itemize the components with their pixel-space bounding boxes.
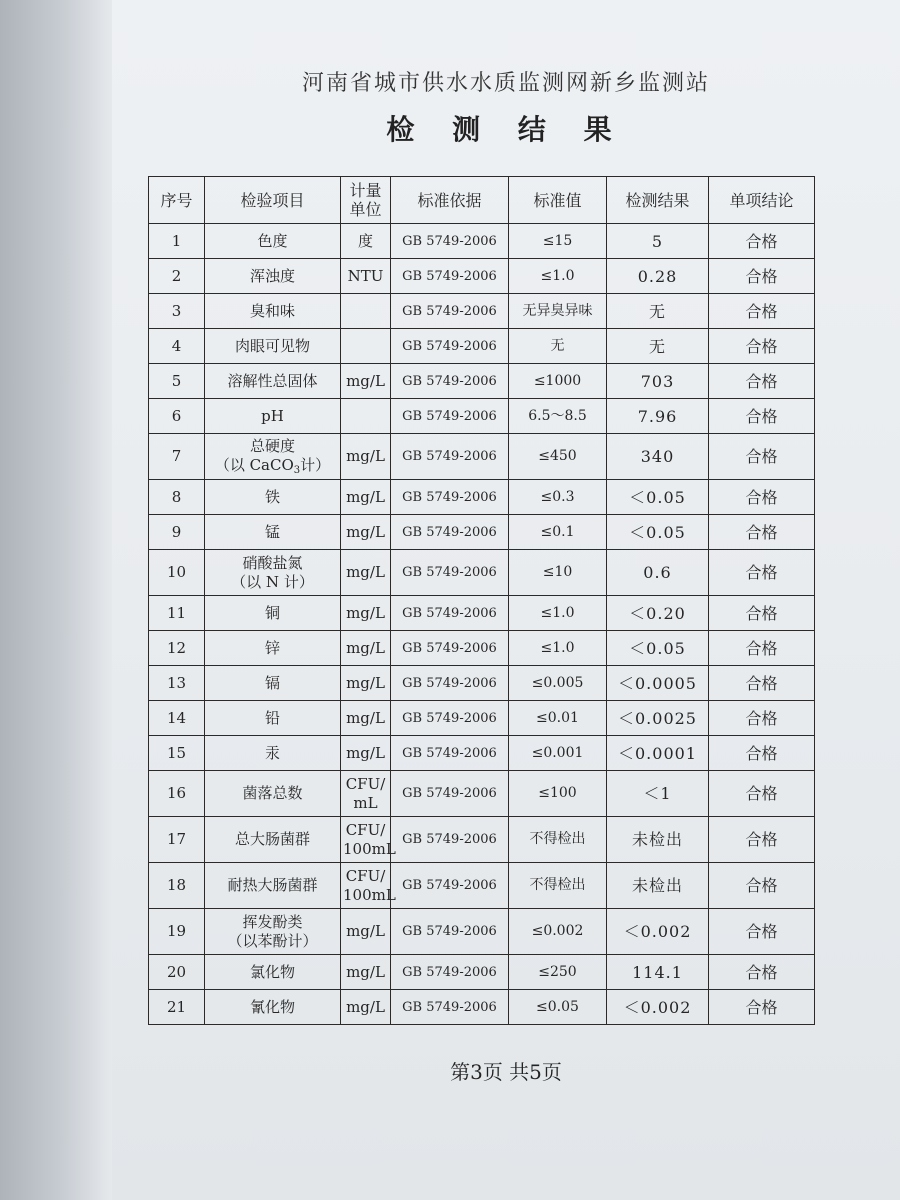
cell-limit: 不得检出 [509, 863, 607, 909]
cell-conclusion: 合格 [709, 631, 815, 666]
cell-item-note-pre: （以 CaCO [214, 455, 294, 474]
cell-item: 肉眼可见物 [205, 329, 341, 364]
cell-unit [341, 771, 391, 817]
column-header-result: 检测结果 [607, 177, 709, 224]
cell-basis: GB 5749-2006 [391, 666, 509, 701]
cell-no: 20 [149, 955, 205, 990]
cell-basis: GB 5749-2006 [391, 771, 509, 817]
cell-limit: ≤0.1 [509, 515, 607, 550]
cell-unit: mg/L [341, 515, 391, 550]
cell-basis: GB 5749-2006 [391, 817, 509, 863]
column-header-unit: 计量单位 [341, 177, 391, 224]
table-row [149, 596, 815, 631]
cell-limit: ≤1.0 [509, 259, 607, 294]
cell-item: 锰 [205, 515, 341, 550]
cell-item: 氯化物 [205, 955, 341, 990]
cell-item-note: （以苯酚计） [227, 931, 318, 950]
cell-result: ＜0.002 [607, 990, 709, 1025]
cell-basis: GB 5749-2006 [391, 596, 509, 631]
cell-conclusion: 合格 [709, 909, 815, 955]
cell-basis: GB 5749-2006 [391, 863, 509, 909]
table-row [149, 955, 815, 990]
cell-unit-line2: mL [353, 793, 378, 812]
cell-limit: ≤15 [509, 224, 607, 259]
cell-conclusion: 合格 [709, 434, 815, 480]
cell-item: pH [205, 399, 341, 434]
cell-unit: mg/L [341, 736, 391, 771]
cell-item-note-post: 计） [300, 455, 331, 474]
cell-item: 镉 [205, 666, 341, 701]
cell-result: 0.6 [607, 550, 709, 596]
table-row [149, 817, 815, 863]
cell-conclusion: 合格 [709, 259, 815, 294]
cell-unit [341, 329, 391, 364]
cell-conclusion: 合格 [709, 990, 815, 1025]
cell-unit: NTU [341, 259, 391, 294]
table-row [149, 515, 815, 550]
cell-unit: mg/L [341, 990, 391, 1025]
cell-basis: GB 5749-2006 [391, 224, 509, 259]
cell-item: 色度 [205, 224, 341, 259]
cell-basis: GB 5749-2006 [391, 550, 509, 596]
cell-item-note: （以 N 计） [231, 572, 314, 591]
cell-no: 7 [149, 434, 205, 480]
cell-unit: mg/L [341, 364, 391, 399]
cell-unit-line1: CFU/ [345, 820, 386, 839]
cell-conclusion: 合格 [709, 329, 815, 364]
cell-basis: GB 5749-2006 [391, 909, 509, 955]
cell-unit [341, 817, 396, 863]
table-row [149, 399, 815, 434]
cell-no: 8 [149, 480, 205, 515]
cell-item-name: 硝酸盐氮 [242, 553, 303, 572]
table-row [149, 294, 815, 329]
column-header-item: 检验项目 [205, 177, 341, 224]
table-header-row [149, 177, 815, 224]
cell-item-name: 挥发酚类 [242, 912, 303, 931]
cell-conclusion: 合格 [709, 817, 815, 863]
cell-basis: GB 5749-2006 [391, 364, 509, 399]
cell-no: 2 [149, 259, 205, 294]
cell-limit: ≤1.0 [509, 631, 607, 666]
table-row [149, 909, 815, 955]
cell-basis: GB 5749-2006 [391, 434, 509, 480]
table-row [149, 329, 815, 364]
cell-limit: ≤250 [509, 955, 607, 990]
table-row [149, 990, 815, 1025]
cell-no: 3 [149, 294, 205, 329]
cell-basis: GB 5749-2006 [391, 259, 509, 294]
results-table-body [149, 224, 815, 1025]
cell-result: 未检出 [607, 863, 709, 909]
cell-unit: mg/L [341, 596, 391, 631]
cell-item-name: 总硬度 [249, 436, 295, 455]
cell-limit: ≤1000 [509, 364, 607, 399]
cell-basis: GB 5749-2006 [391, 955, 509, 990]
cell-item [205, 434, 341, 480]
cell-result: ＜0.0025 [607, 701, 709, 736]
cell-conclusion: 合格 [709, 550, 815, 596]
cell-no: 10 [149, 550, 205, 596]
cell-basis: GB 5749-2006 [391, 294, 509, 329]
cell-no: 17 [149, 817, 205, 863]
cell-unit: mg/L [341, 434, 391, 480]
cell-result: ＜0.05 [607, 515, 709, 550]
cell-unit: mg/L [341, 480, 391, 515]
table-row [149, 224, 815, 259]
cell-basis: GB 5749-2006 [391, 515, 509, 550]
table-row [149, 550, 815, 596]
cell-unit [341, 863, 396, 909]
cell-conclusion: 合格 [709, 399, 815, 434]
cell-result: ＜0.0005 [607, 666, 709, 701]
cell-item: 铅 [205, 701, 341, 736]
cell-no: 14 [149, 701, 205, 736]
cell-conclusion: 合格 [709, 666, 815, 701]
column-header-conclusion: 单项结论 [709, 177, 815, 224]
cell-no: 5 [149, 364, 205, 399]
cell-limit: 无异臭异味 [509, 294, 607, 329]
cell-item: 汞 [205, 736, 341, 771]
cell-result: 703 [607, 364, 709, 399]
cell-conclusion: 合格 [709, 771, 815, 817]
cell-item: 铜 [205, 596, 341, 631]
cell-item: 浑浊度 [205, 259, 341, 294]
cell-no: 15 [149, 736, 205, 771]
column-header-limit: 标准值 [509, 177, 607, 224]
cell-result: 无 [607, 329, 709, 364]
cell-no: 21 [149, 990, 205, 1025]
cell-unit-line1: CFU/ [345, 866, 386, 885]
cell-item-note [207, 456, 338, 477]
cell-conclusion: 合格 [709, 701, 815, 736]
cell-conclusion: 合格 [709, 224, 815, 259]
binding-spine [0, 0, 113, 1200]
cell-basis: GB 5749-2006 [391, 480, 509, 515]
table-row [149, 631, 815, 666]
cell-unit: mg/L [341, 909, 391, 955]
cell-conclusion: 合格 [709, 480, 815, 515]
cell-basis: GB 5749-2006 [391, 631, 509, 666]
cell-item: 耐热大肠菌群 [205, 863, 341, 909]
cell-item: 溶解性总固体 [205, 364, 341, 399]
cell-limit: ≤450 [509, 434, 607, 480]
organization-name: 河南省城市供水水质监测网新乡监测站 [301, 71, 710, 96]
cell-result: ＜0.05 [607, 631, 709, 666]
page-title: 检 测 结 果 [386, 113, 626, 146]
cell-unit-line2: 100mL [343, 839, 396, 858]
cell-item: 铁 [205, 480, 341, 515]
cell-result: ＜0.002 [607, 909, 709, 955]
cell-item: 菌落总数 [205, 771, 341, 817]
cell-no: 4 [149, 329, 205, 364]
cell-limit: 6.5～8.5 [509, 399, 607, 434]
cell-result: 0.28 [607, 259, 709, 294]
cell-conclusion: 合格 [709, 596, 815, 631]
cell-no: 16 [149, 771, 205, 817]
cell-limit: ≤100 [509, 771, 607, 817]
cell-conclusion: 合格 [709, 515, 815, 550]
cell-result: ＜0.05 [607, 480, 709, 515]
table-row [149, 666, 815, 701]
cell-basis: GB 5749-2006 [391, 990, 509, 1025]
cell-unit: mg/L [341, 955, 391, 990]
cell-basis: GB 5749-2006 [391, 329, 509, 364]
cell-no: 9 [149, 515, 205, 550]
cell-limit: 不得检出 [509, 817, 607, 863]
cell-result: 114.1 [607, 955, 709, 990]
cell-unit: mg/L [341, 550, 391, 596]
cell-item: 臭和味 [205, 294, 341, 329]
cell-result: ＜0.0001 [607, 736, 709, 771]
cell-unit: 度 [341, 224, 391, 259]
cell-no: 18 [149, 863, 205, 909]
cell-limit: ≤0.005 [509, 666, 607, 701]
results-table [148, 176, 815, 1025]
cell-unit [341, 399, 391, 434]
table-row [149, 364, 815, 399]
table-row [149, 736, 815, 771]
cell-basis: GB 5749-2006 [391, 399, 509, 434]
cell-conclusion: 合格 [709, 294, 815, 329]
cell-conclusion: 合格 [709, 863, 815, 909]
cell-no: 1 [149, 224, 205, 259]
cell-result: 未检出 [607, 817, 709, 863]
cell-result: 7.96 [607, 399, 709, 434]
cell-item: 氰化物 [205, 990, 341, 1025]
cell-limit: ≤10 [509, 550, 607, 596]
cell-result: 无 [607, 294, 709, 329]
document-page [112, 0, 900, 1200]
cell-conclusion: 合格 [709, 736, 815, 771]
table-row [149, 863, 815, 909]
cell-unit-line2: 100mL [343, 885, 396, 904]
cell-unit-line1: CFU/ [345, 774, 386, 793]
cell-unit: mg/L [341, 631, 391, 666]
cell-limit: ≤0.002 [509, 909, 607, 955]
cell-item-note-sub: 3 [293, 464, 301, 476]
cell-result: 5 [607, 224, 709, 259]
column-header-basis: 标准依据 [391, 177, 509, 224]
cell-no: 19 [149, 909, 205, 955]
cell-unit: mg/L [341, 701, 391, 736]
page-number: 第3页 共5页 [450, 1060, 562, 1084]
cell-result: ＜1 [607, 771, 709, 817]
cell-unit [341, 294, 391, 329]
cell-conclusion: 合格 [709, 364, 815, 399]
cell-item: 总大肠菌群 [205, 817, 341, 863]
cell-basis: GB 5749-2006 [391, 736, 509, 771]
cell-limit: ≤1.0 [509, 596, 607, 631]
cell-result: ＜0.20 [607, 596, 709, 631]
cell-no: 12 [149, 631, 205, 666]
cell-limit: ≤0.001 [509, 736, 607, 771]
cell-conclusion: 合格 [709, 955, 815, 990]
column-header-no: 序号 [149, 177, 205, 224]
cell-limit: ≤0.05 [509, 990, 607, 1025]
cell-limit: ≤0.3 [509, 480, 607, 515]
cell-item [205, 909, 341, 955]
table-row [149, 259, 815, 294]
table-row [149, 480, 815, 515]
table-row [149, 701, 815, 736]
cell-no: 13 [149, 666, 205, 701]
cell-no: 6 [149, 399, 205, 434]
cell-item: 锌 [205, 631, 341, 666]
table-row [149, 771, 815, 817]
table-row [149, 434, 815, 480]
cell-limit: ≤0.01 [509, 701, 607, 736]
cell-no: 11 [149, 596, 205, 631]
cell-unit: mg/L [341, 666, 391, 701]
cell-result: 340 [607, 434, 709, 480]
cell-limit: 无 [509, 329, 607, 364]
cell-item [205, 550, 341, 596]
cell-basis: GB 5749-2006 [391, 701, 509, 736]
